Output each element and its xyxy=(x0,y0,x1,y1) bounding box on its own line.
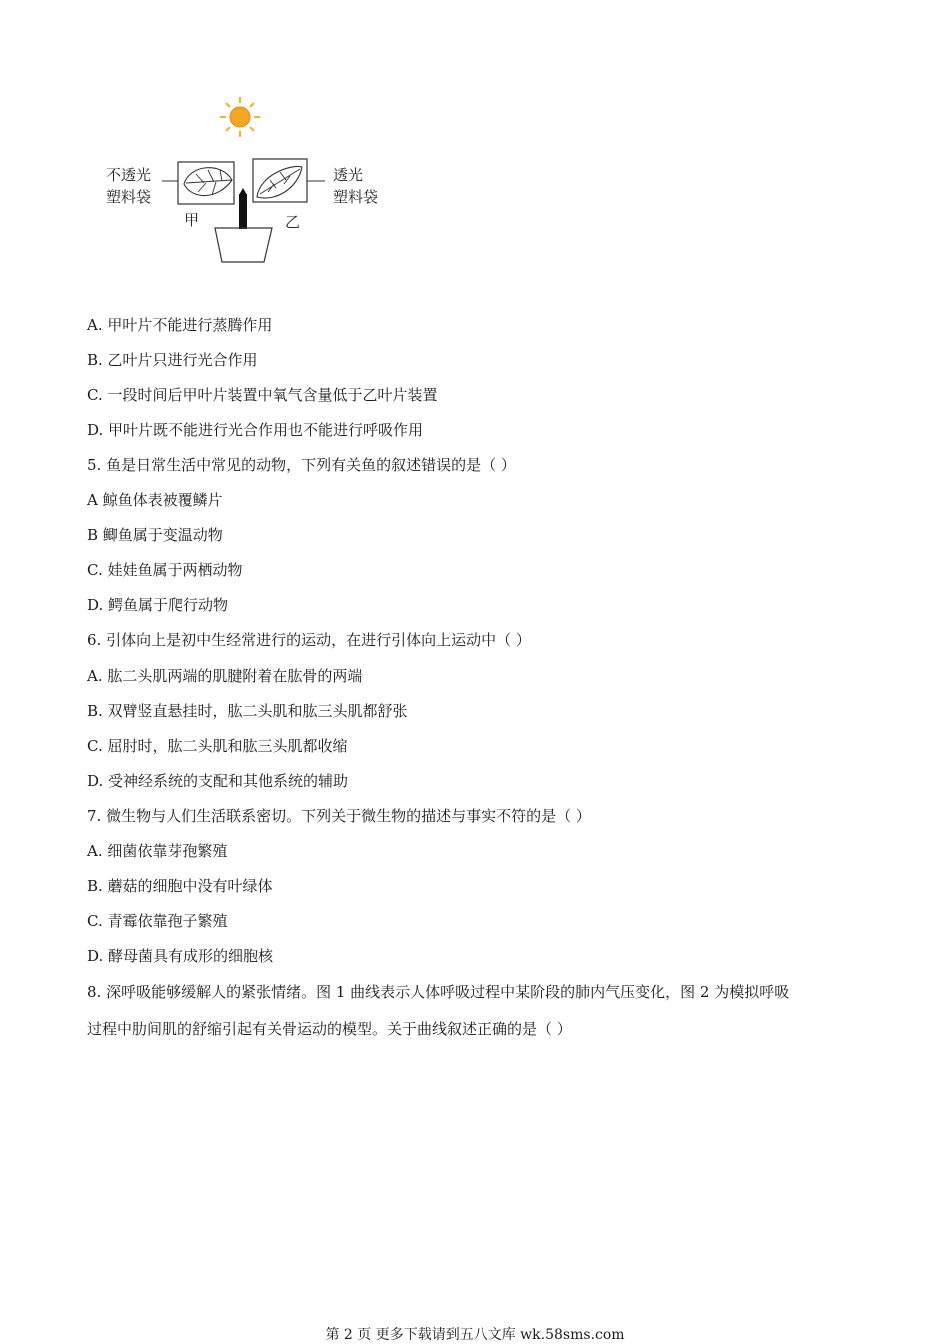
q4-option-c: C. 一段时间后甲叶片装置中氧气含量低于乙叶片装置 xyxy=(87,386,438,404)
q6-option-d: D. 受神经系统的支配和其他系统的辅助 xyxy=(87,772,349,790)
q5-option-c: C. 娃娃鱼属于两栖动物 xyxy=(87,561,243,579)
question-7: 7. 微生物与人们生活联系密切。下列关于微生物的描述与事实不符的是（ ） xyxy=(87,807,591,825)
sun-icon xyxy=(220,97,260,137)
right-bag-label-line1: 透光 xyxy=(333,166,364,184)
q4-option-d: D. 甲叶片既不能进行光合作用也不能进行呼吸作用 xyxy=(87,421,424,439)
page-footer: 第 2 页 更多下载请到五八文库 wk.58sms.com xyxy=(325,1327,625,1343)
experiment-figure xyxy=(100,92,400,272)
left-bag-label-line1: 不透光 xyxy=(106,166,152,184)
q5-option-b: B 鲫鱼属于变温动物 xyxy=(87,526,223,544)
question-5: 5. 鱼是日常生活中常见的动物，下列有关鱼的叙述错误的是（ ） xyxy=(87,456,516,474)
q6-option-b: B. 双臂竖直悬挂时，肱二头肌和肱三头肌都舒张 xyxy=(87,702,408,720)
q7-option-b: B. 蘑菇的细胞中没有叶绿体 xyxy=(87,877,273,895)
left-bag-label-line2: 塑料袋 xyxy=(106,188,152,206)
plant-bag-diagram xyxy=(100,92,400,272)
q7-option-c: C. 青霉依靠孢子繁殖 xyxy=(87,912,228,930)
q4-option-b: B. 乙叶片只进行光合作用 xyxy=(87,351,258,369)
q7-option-a: A. 细菌依靠芽孢繁殖 xyxy=(87,842,228,860)
right-bag-label-line2: 塑料袋 xyxy=(333,188,379,206)
q5-option-d: D. 鳄鱼属于爬行动物 xyxy=(87,596,229,614)
q6-option-a: A. 肱二头肌两端的肌腱附着在肱骨的两端 xyxy=(87,667,363,685)
question-8-line2: 过程中肋间肌的舒缩引起有关骨运动的模型。关于曲线叙述正确的是（ ） xyxy=(87,1020,572,1038)
plant-stem xyxy=(239,194,247,229)
question-8-line1: 8. 深呼吸能够缓解人的紧张情绪。图 1 曲线表示人体呼吸过程中某阶段的肺内气压变化，图 2 为模拟呼吸 xyxy=(87,983,790,1001)
leaf-yi-label: 乙 xyxy=(285,213,301,231)
q7-option-d: D. 酵母菌具有成形的细胞核 xyxy=(87,947,274,965)
leaf-jia-label: 甲 xyxy=(184,211,200,229)
q6-option-c: C. 屈肘时，肱二头肌和肱三头肌都收缩 xyxy=(87,737,348,755)
q4-option-a: A. 甲叶片不能进行蒸腾作用 xyxy=(87,316,273,334)
transparent-bag xyxy=(253,159,307,202)
flower-pot xyxy=(215,228,272,262)
q5-option-a: A 鲸鱼体表被覆鳞片 xyxy=(87,491,223,509)
question-6: 6. 引体向上是初中生经常进行的运动，在进行引体向上运动中（ ） xyxy=(87,631,531,649)
